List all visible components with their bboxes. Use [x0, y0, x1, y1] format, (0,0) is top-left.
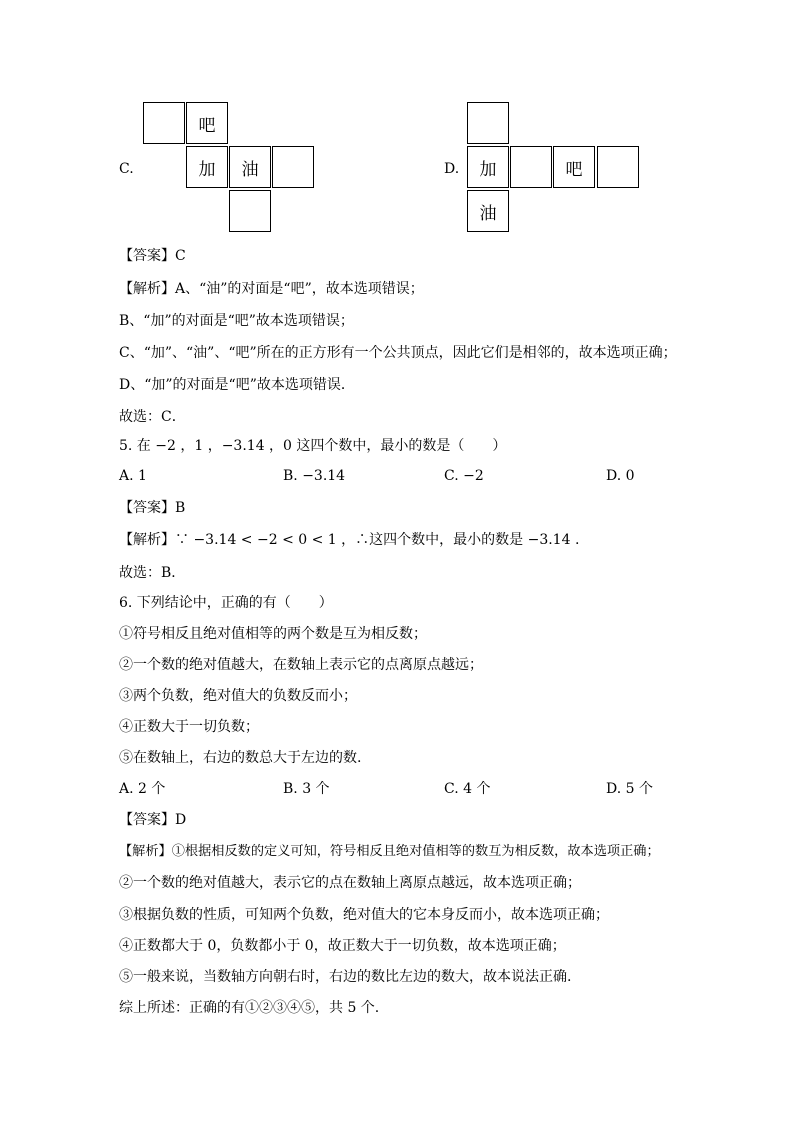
option-d-label: D.	[444, 161, 460, 177]
q6-statement: ④正数大于一切负数；	[119, 719, 259, 735]
q4-analysis-line: B、“加”的对面是“吧”故本选项错误；	[119, 313, 354, 329]
net-d-cell: 吧	[553, 146, 595, 188]
q6-analysis-line: ④正数都大于 0，负数都小于 0，故正数大于一切负数，故本选项正确；	[119, 938, 566, 954]
q5-option-a: A. 1	[119, 468, 147, 484]
q6-options	[119, 779, 679, 799]
q4-answer: 【答案】C	[119, 248, 186, 264]
q4-conclusion: 故选：C．	[119, 409, 186, 425]
net-c-cell	[272, 146, 314, 188]
q6-statement: ⑤在数轴上，右边的数总大于左边的数.	[119, 750, 362, 766]
q6-statement: ②一个数的绝对值越大，在数轴上表示它的点离原点越远；	[119, 657, 483, 673]
q6-option-c: C. 4 个	[444, 781, 491, 797]
q6-analysis-line: 【解析】①根据相反数的定义可知，符号相反且绝对值相等的数互为相反数，故本选项正确；	[119, 844, 660, 859]
q6-statement: ③两个负数，绝对值大的负数反而小；	[119, 688, 357, 704]
net-c-cell: 吧	[186, 102, 228, 144]
net-c-cell	[229, 190, 271, 232]
q5-options	[119, 466, 679, 486]
net-c-cell	[143, 102, 185, 144]
net-c-cell: 加	[186, 146, 228, 188]
q4-analysis-line: 【解析】A、“油”的对面是“吧”，故本选项错误；	[119, 281, 424, 297]
q6-analysis-line: ③根据负数的性质，可知两个负数，绝对值大的它本身反而小，故本选项正确；	[119, 907, 609, 923]
q5-option-c: C. −2	[444, 468, 484, 484]
q6-analysis-line: ⑤一般来说，当数轴方向朝右时，右边的数比左边的数大，故本说法正确.	[119, 969, 572, 985]
q6-option-b: B. 3 个	[283, 781, 330, 797]
q5-analysis: 【解析】∵ −3.14 < −2 < 0 < 1 ，∴这四个数中，最小的数是 −3.14 .	[119, 532, 580, 548]
cube-net-figures	[0, 0, 794, 240]
option-c-label: C.	[119, 161, 134, 177]
q5-answer: 【答案】B	[119, 500, 186, 516]
net-d-cell	[510, 146, 552, 188]
q6-answer: 【答案】D	[119, 812, 187, 828]
q5-conclusion: 故选：B．	[119, 565, 186, 581]
q5-option-b: B. −3.14	[283, 468, 346, 484]
q6-stem: 6. 下列结论中，正确的有（ ）	[119, 595, 333, 611]
q6-analysis-line: ②一个数的绝对值越大，表示它的点在数轴上离原点越远，故本选项正确；	[119, 875, 581, 891]
q4-analysis-line: C、“加”、“油”、“吧”所在的正方形有一个公共顶点，因此它们是相邻的，故本选项正确；	[119, 345, 677, 361]
q6-option-d: D. 5 个	[606, 781, 653, 797]
q6-option-a: A. 2 个	[119, 781, 166, 797]
net-d-cell	[467, 102, 509, 144]
q5-option-d: D. 0	[606, 468, 635, 484]
net-d-cell: 加	[467, 146, 509, 188]
net-d-cell: 油	[467, 190, 509, 232]
net-c-cell: 油	[229, 146, 271, 188]
q6-summary: 综上所述：正确的有①②③④⑤，共 5 个.	[119, 1000, 380, 1016]
net-d-cell	[597, 146, 639, 188]
q6-statement: ①符号相反且绝对值相等的两个数是互为相反数；	[119, 626, 427, 642]
q5-stem: 5. 在 −2 ，1 ，−3.14 ，0 这四个数中，最小的数是（ ）	[119, 438, 507, 454]
q4-analysis-line: D、“加”的对面是“吧”故本选项错误．	[119, 377, 355, 393]
